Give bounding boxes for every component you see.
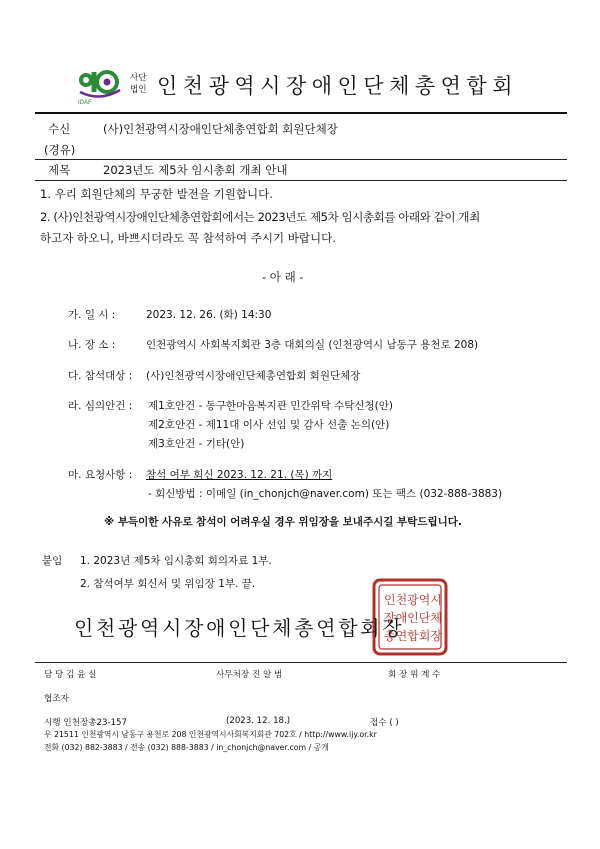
place-label: 나. 장 소 :: [68, 339, 116, 351]
footer-enforce-date: (2023. 12. 18.): [226, 716, 291, 726]
place-value: 인천광역시 사회복지회관 3층 대회의실 (인천광역시 남동구 용천로 208): [146, 339, 479, 351]
below-heading: - 아 래 -: [262, 270, 304, 284]
agenda-item-2: 제2호안건 - 제11대 이사 선임 및 감사 선출 논의(안): [148, 419, 390, 431]
body-paragraph-1: 1. 우리 회원단체의 무궁한 발전을 기원합니다.: [40, 187, 273, 201]
subject-label: 제목: [48, 163, 71, 177]
agenda-item-3: 제3호안건 - 기타(안): [148, 438, 245, 450]
header-divider: [35, 112, 567, 114]
footer-chair: 회 장 위 계 수: [388, 670, 441, 680]
date-label: 가. 일 시 :: [68, 309, 116, 321]
attendees-label: 다. 참석대상 :: [68, 370, 133, 382]
reply-method: - 회신방법 : 이메일 (in_chonjch@naver.com) 또는 팩스 (032-888-3883): [148, 488, 503, 500]
footer-staff: 담 당 김 윤 실: [44, 670, 97, 680]
body-paragraph-2-line-2: 하고자 하오니, 바쁘시더라도 꼭 참석하여 주시기 바랍니다.: [40, 231, 336, 245]
notice-text: ※ 부득이한 사유로 참석이 어려우실 경우 위임장을 보내주시길 부탁드립니다.: [104, 516, 462, 528]
via-divider: [35, 159, 567, 160]
logo-small-bottom: 법인: [130, 85, 147, 95]
org-logo-icon: [76, 66, 126, 106]
footer-divider: [35, 662, 567, 663]
footer-secretary: 사무처장 진 알 범: [216, 670, 283, 680]
recipient-value: (사)인천광역시장애인단체총연합회 회원단체장: [103, 122, 338, 136]
svg-text:IDAF: IDAF: [78, 100, 92, 106]
agenda-item-1: 제1호안건 - 동구한마음복지관 민간위탁 수탁신청(안): [148, 400, 394, 412]
request-label: 마. 요청사항 :: [68, 469, 133, 481]
svg-text:총연합회장: 총연합회장: [384, 629, 442, 643]
logo-small-top: 사단: [130, 73, 147, 83]
footer-address: 우 21511 인천광역시 남동구 용천로 208 인천광역시사회복지회관 702호 / http://www.ijy.or.kr: [44, 730, 377, 739]
agenda-label: 라. 심의안건 :: [68, 400, 133, 412]
sender-name: 인천광역시장애인단체총연합회장: [74, 616, 405, 640]
attachment-item-1: 1. 2023년 제5차 임시총회 회의자료 1부.: [80, 555, 272, 567]
footer-cooperator: 협조자: [44, 694, 69, 704]
org-name-title: 인천광역시장애인단체총연합회: [157, 74, 519, 98]
date-value: 2023. 12. 26. (화) 14:30: [146, 309, 272, 321]
recipient-label: 수신: [48, 122, 71, 136]
attendees-value: (사)인천광역시장애인단체총연합회 회원단체장: [146, 370, 361, 382]
body-paragraph-2-line-1: 2. (사)인천광역시장애인단체총연합회에서는 2023년도 제5차 임시총회를 아래와 같이 개최: [40, 210, 480, 224]
request-value: 참석 여부 회신 2023. 12. 21. (목) 까지: [146, 469, 333, 481]
svg-text:장애인단체: 장애인단체: [384, 611, 442, 625]
via-label: (경유): [44, 143, 76, 157]
subject-divider: [35, 180, 567, 181]
footer-contact: 전화 (032) 882-3883 / 전송 (032) 888-3883 / in_chonjch@naver.com / 공개: [44, 743, 329, 752]
svg-text:인천광역시: 인천광역시: [384, 593, 442, 607]
attachments-label: 붙임: [42, 555, 63, 567]
footer-receipt: 접수 ( ): [370, 718, 399, 728]
attachment-item-2: 2. 참석여부 회신서 및 위임장 1부. 끝.: [80, 578, 256, 590]
logo-corporation-label: [130, 72, 147, 96]
subject-value: 2023년도 제5차 임시총회 개최 안내: [103, 163, 288, 177]
footer-enforce: 시행 인천장총23-157: [44, 718, 127, 728]
